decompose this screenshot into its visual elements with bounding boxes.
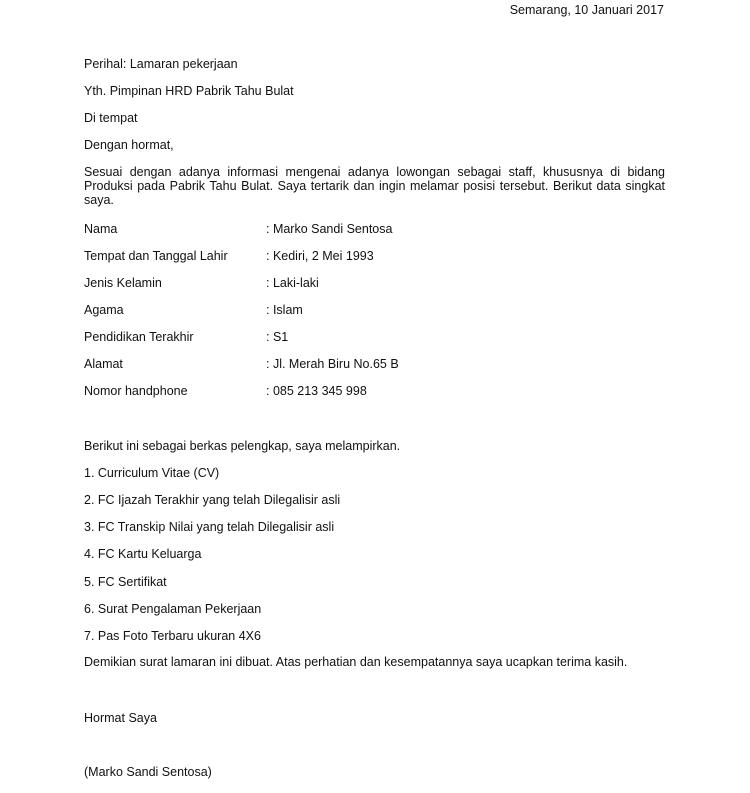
intro-paragraph: Sesuai dengan adanya informasi mengenai adanya lowongan sebagai staff, khususnya di bidang Produksi pada Pabrik Tahu Bulat. Saya tertarik dan ingin melamar posisi tersebut. Berikut data singkat saya.: [84, 165, 665, 207]
detail-value: : S1: [266, 330, 289, 344]
list-item: 3. FC Transkip Nilai yang telah Dilegalisir asli: [84, 520, 335, 534]
detail-label: Nomor handphone: [84, 384, 188, 398]
detail-label: Nama: [84, 222, 118, 236]
greeting-line: Dengan hormat,: [84, 138, 174, 152]
detail-value: : 085 213 345 998: [266, 384, 367, 398]
list-item: 5. FC Sertifikat: [84, 575, 167, 589]
closing-line: Demikian surat lamaran ini dibuat. Atas perhatian dan kesempatannya saya ucapkan terima kasih.: [84, 655, 628, 669]
list-item: 4. FC Kartu Keluarga: [84, 547, 202, 561]
detail-value: : Kediri, 2 Mei 1993: [266, 249, 374, 263]
recipient-line: Yth. Pimpinan HRD Pabrik Tahu Bulat: [84, 84, 294, 98]
sign-off: Hormat Saya: [84, 711, 157, 725]
detail-value: : Islam: [266, 303, 303, 317]
signature-name: (Marko Sandi Sentosa): [84, 765, 212, 779]
detail-label: Tempat dan Tanggal Lahir: [84, 249, 228, 263]
list-item: 6. Surat Pengalaman Pekerjaan: [84, 602, 262, 616]
place-date: Semarang, 10 Januari 2017: [509, 3, 664, 17]
detail-label: Alamat: [84, 357, 123, 371]
list-item: 1. Curriculum Vitae (CV): [84, 466, 220, 480]
list-item: 7. Pas Foto Terbaru ukuran 4X6: [84, 629, 261, 643]
subject-line: Perihal: Lamaran pekerjaan: [84, 57, 238, 71]
detail-label: Pendidikan Terakhir: [84, 330, 194, 344]
detail-value: : Jl. Merah Biru No.65 B: [266, 357, 399, 371]
detail-value: : Marko Sandi Sentosa: [266, 222, 393, 236]
detail-label: Jenis Kelamin: [84, 276, 162, 290]
location-line: Di tempat: [84, 111, 138, 125]
attachments-intro: Berikut ini sebagai berkas pelengkap, saya melampirkan.: [84, 439, 401, 453]
detail-label: Agama: [84, 303, 124, 317]
detail-value: : Laki-laki: [266, 276, 319, 290]
list-item: 2. FC Ijazah Terakhir yang telah Dilegalisir asli: [84, 493, 341, 507]
